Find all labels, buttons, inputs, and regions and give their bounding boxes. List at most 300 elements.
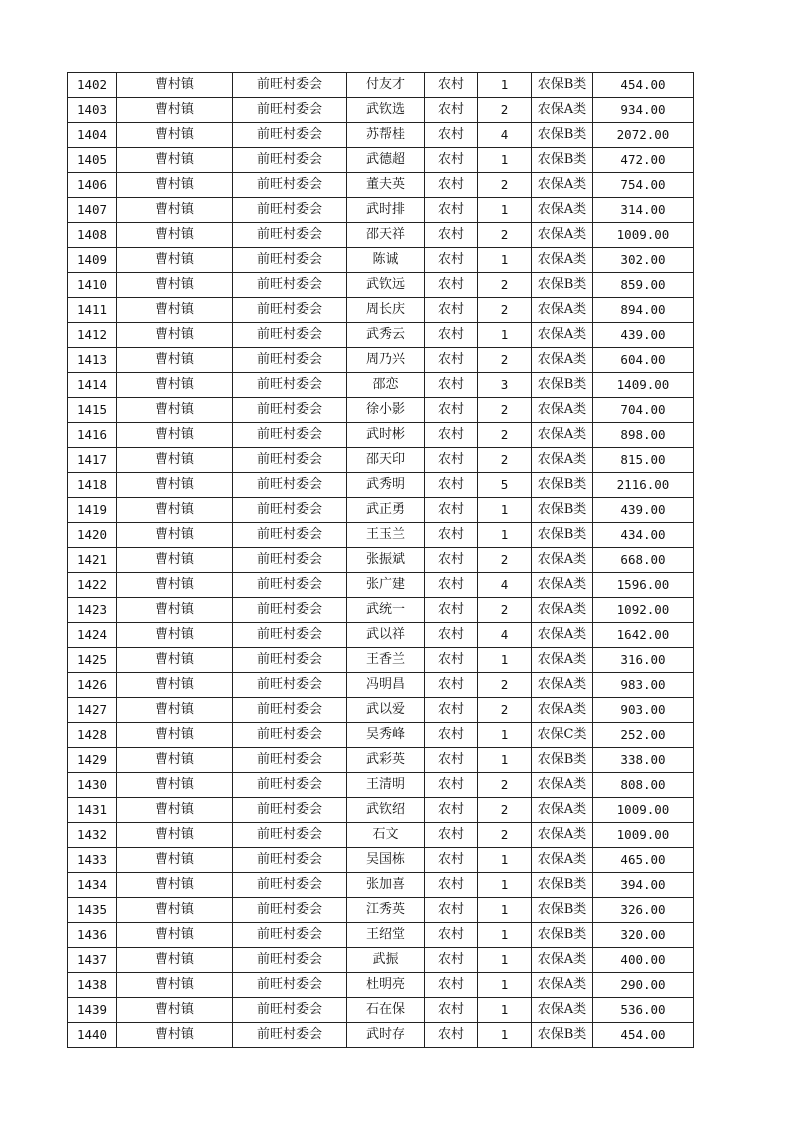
name-cell: 苏帮桂 <box>347 123 425 148</box>
name-cell: 武秀明 <box>347 473 425 498</box>
member-count-cell: 3 <box>478 373 532 398</box>
household-type-cell: 农村 <box>425 698 478 723</box>
name-cell: 王玉兰 <box>347 523 425 548</box>
village-committee-cell: 前旺村委会 <box>233 173 347 198</box>
table-row <box>68 223 694 248</box>
village-committee-cell: 前旺村委会 <box>233 973 347 998</box>
household-type-cell: 农村 <box>425 198 478 223</box>
member-count-cell: 1 <box>478 648 532 673</box>
table-row <box>68 323 694 348</box>
row-number-cell: 1408 <box>68 223 117 248</box>
member-count-cell: 2 <box>478 398 532 423</box>
category-cell: 农保A类 <box>532 423 593 448</box>
village-committee-cell: 前旺村委会 <box>233 673 347 698</box>
household-type-cell: 农村 <box>425 623 478 648</box>
category-cell: 农保B类 <box>532 523 593 548</box>
category-cell: 农保A类 <box>532 598 593 623</box>
village-committee-cell: 前旺村委会 <box>233 773 347 798</box>
amount-cell: 290.00 <box>593 973 694 998</box>
table-row <box>68 723 694 748</box>
amount-cell: 2072.00 <box>593 123 694 148</box>
household-type-cell: 农村 <box>425 273 478 298</box>
name-cell: 杜明亮 <box>347 973 425 998</box>
amount-cell: 983.00 <box>593 673 694 698</box>
town-cell: 曹村镇 <box>117 148 233 173</box>
town-cell: 曹村镇 <box>117 498 233 523</box>
name-cell: 王绍堂 <box>347 923 425 948</box>
row-number-cell: 1434 <box>68 873 117 898</box>
household-type-cell: 农村 <box>425 248 478 273</box>
amount-cell: 1009.00 <box>593 223 694 248</box>
amount-cell: 394.00 <box>593 873 694 898</box>
household-type-cell: 农村 <box>425 98 478 123</box>
amount-cell: 454.00 <box>593 73 694 98</box>
village-committee-cell: 前旺村委会 <box>233 748 347 773</box>
table-row <box>68 298 694 323</box>
village-committee-cell: 前旺村委会 <box>233 848 347 873</box>
category-cell: 农保A类 <box>532 323 593 348</box>
category-cell: 农保A类 <box>532 773 593 798</box>
name-cell: 武正勇 <box>347 498 425 523</box>
amount-cell: 859.00 <box>593 273 694 298</box>
village-committee-cell: 前旺村委会 <box>233 873 347 898</box>
village-committee-cell: 前旺村委会 <box>233 373 347 398</box>
town-cell: 曹村镇 <box>117 723 233 748</box>
category-cell: 农保A类 <box>532 448 593 473</box>
member-count-cell: 4 <box>478 623 532 648</box>
name-cell: 武钦绍 <box>347 798 425 823</box>
household-type-cell: 农村 <box>425 1023 478 1048</box>
row-number-cell: 1426 <box>68 673 117 698</box>
village-committee-cell: 前旺村委会 <box>233 423 347 448</box>
member-count-cell: 1 <box>478 198 532 223</box>
household-type-cell: 农村 <box>425 973 478 998</box>
amount-cell: 754.00 <box>593 173 694 198</box>
name-cell: 吴国栋 <box>347 848 425 873</box>
table-row <box>68 273 694 298</box>
village-committee-cell: 前旺村委会 <box>233 198 347 223</box>
amount-cell: 808.00 <box>593 773 694 798</box>
name-cell: 吴秀峰 <box>347 723 425 748</box>
member-count-cell: 1 <box>478 898 532 923</box>
table-row <box>68 348 694 373</box>
village-committee-cell: 前旺村委会 <box>233 823 347 848</box>
household-type-cell: 农村 <box>425 323 478 348</box>
town-cell: 曹村镇 <box>117 298 233 323</box>
town-cell: 曹村镇 <box>117 748 233 773</box>
member-count-cell: 4 <box>478 573 532 598</box>
row-number-cell: 1429 <box>68 748 117 773</box>
table-row <box>68 648 694 673</box>
row-number-cell: 1404 <box>68 123 117 148</box>
amount-cell: 704.00 <box>593 398 694 423</box>
town-cell: 曹村镇 <box>117 273 233 298</box>
row-number-cell: 1417 <box>68 448 117 473</box>
row-number-cell: 1414 <box>68 373 117 398</box>
table-row <box>68 873 694 898</box>
town-cell: 曹村镇 <box>117 423 233 448</box>
table-row <box>68 798 694 823</box>
amount-cell: 400.00 <box>593 948 694 973</box>
amount-cell: 1092.00 <box>593 598 694 623</box>
household-type-cell: 农村 <box>425 473 478 498</box>
amount-cell: 302.00 <box>593 248 694 273</box>
row-number-cell: 1425 <box>68 648 117 673</box>
table-row <box>68 248 694 273</box>
name-cell: 张广建 <box>347 573 425 598</box>
name-cell: 周乃兴 <box>347 348 425 373</box>
town-cell: 曹村镇 <box>117 623 233 648</box>
category-cell: 农保B类 <box>532 898 593 923</box>
town-cell: 曹村镇 <box>117 798 233 823</box>
member-count-cell: 2 <box>478 598 532 623</box>
row-number-cell: 1416 <box>68 423 117 448</box>
town-cell: 曹村镇 <box>117 923 233 948</box>
category-cell: 农保B类 <box>532 923 593 948</box>
name-cell: 邵恋 <box>347 373 425 398</box>
table-row <box>68 748 694 773</box>
row-number-cell: 1427 <box>68 698 117 723</box>
table-row <box>68 598 694 623</box>
name-cell: 付友才 <box>347 73 425 98</box>
household-type-cell: 农村 <box>425 648 478 673</box>
town-cell: 曹村镇 <box>117 523 233 548</box>
town-cell: 曹村镇 <box>117 898 233 923</box>
category-cell: 农保B类 <box>532 73 593 98</box>
household-type-cell: 农村 <box>425 423 478 448</box>
member-count-cell: 2 <box>478 773 532 798</box>
row-number-cell: 1440 <box>68 1023 117 1048</box>
amount-cell: 668.00 <box>593 548 694 573</box>
town-cell: 曹村镇 <box>117 948 233 973</box>
household-type-cell: 农村 <box>425 148 478 173</box>
row-number-cell: 1423 <box>68 598 117 623</box>
table-row <box>68 423 694 448</box>
table-row <box>68 1023 694 1048</box>
table-row <box>68 998 694 1023</box>
member-count-cell: 1 <box>478 973 532 998</box>
row-number-cell: 1406 <box>68 173 117 198</box>
row-number-cell: 1430 <box>68 773 117 798</box>
table-row <box>68 848 694 873</box>
town-cell: 曹村镇 <box>117 373 233 398</box>
village-committee-cell: 前旺村委会 <box>233 573 347 598</box>
household-type-cell: 农村 <box>425 723 478 748</box>
amount-cell: 252.00 <box>593 723 694 748</box>
name-cell: 冯明昌 <box>347 673 425 698</box>
row-number-cell: 1402 <box>68 73 117 98</box>
household-type-cell: 农村 <box>425 523 478 548</box>
category-cell: 农保A类 <box>532 823 593 848</box>
member-count-cell: 2 <box>478 273 532 298</box>
household-type-cell: 农村 <box>425 173 478 198</box>
name-cell: 张振斌 <box>347 548 425 573</box>
row-number-cell: 1405 <box>68 148 117 173</box>
town-cell: 曹村镇 <box>117 473 233 498</box>
household-type-cell: 农村 <box>425 598 478 623</box>
table-row <box>68 398 694 423</box>
town-cell: 曹村镇 <box>117 123 233 148</box>
member-count-cell: 4 <box>478 123 532 148</box>
amount-cell: 439.00 <box>593 498 694 523</box>
village-committee-cell: 前旺村委会 <box>233 73 347 98</box>
household-type-cell: 农村 <box>425 673 478 698</box>
member-count-cell: 2 <box>478 348 532 373</box>
category-cell: 农保A类 <box>532 98 593 123</box>
village-committee-cell: 前旺村委会 <box>233 923 347 948</box>
name-cell: 陈诚 <box>347 248 425 273</box>
household-type-cell: 农村 <box>425 573 478 598</box>
town-cell: 曹村镇 <box>117 98 233 123</box>
name-cell: 石文 <box>347 823 425 848</box>
member-count-cell: 2 <box>478 448 532 473</box>
name-cell: 武钦选 <box>347 98 425 123</box>
row-number-cell: 1432 <box>68 823 117 848</box>
table-body <box>68 73 694 1048</box>
category-cell: 农保A类 <box>532 998 593 1023</box>
village-committee-cell: 前旺村委会 <box>233 123 347 148</box>
amount-cell: 472.00 <box>593 148 694 173</box>
name-cell: 江秀英 <box>347 898 425 923</box>
amount-cell: 1596.00 <box>593 573 694 598</box>
household-type-cell: 农村 <box>425 773 478 798</box>
amount-cell: 314.00 <box>593 198 694 223</box>
category-cell: 农保B类 <box>532 1023 593 1048</box>
village-committee-cell: 前旺村委会 <box>233 648 347 673</box>
row-number-cell: 1424 <box>68 623 117 648</box>
village-committee-cell: 前旺村委会 <box>233 723 347 748</box>
household-type-cell: 农村 <box>425 223 478 248</box>
category-cell: 农保A类 <box>532 548 593 573</box>
name-cell: 武时排 <box>347 198 425 223</box>
member-count-cell: 1 <box>478 523 532 548</box>
category-cell: 农保B类 <box>532 123 593 148</box>
village-committee-cell: 前旺村委会 <box>233 998 347 1023</box>
member-count-cell: 1 <box>478 848 532 873</box>
category-cell: 农保A类 <box>532 198 593 223</box>
town-cell: 曹村镇 <box>117 698 233 723</box>
amount-cell: 338.00 <box>593 748 694 773</box>
town-cell: 曹村镇 <box>117 973 233 998</box>
category-cell: 农保B类 <box>532 748 593 773</box>
member-count-cell: 1 <box>478 248 532 273</box>
amount-cell: 934.00 <box>593 98 694 123</box>
village-committee-cell: 前旺村委会 <box>233 98 347 123</box>
member-count-cell: 2 <box>478 798 532 823</box>
table-row <box>68 473 694 498</box>
member-count-cell: 1 <box>478 1023 532 1048</box>
village-committee-cell: 前旺村委会 <box>233 223 347 248</box>
village-committee-cell: 前旺村委会 <box>233 548 347 573</box>
row-number-cell: 1428 <box>68 723 117 748</box>
row-number-cell: 1409 <box>68 248 117 273</box>
town-cell: 曹村镇 <box>117 223 233 248</box>
row-number-cell: 1419 <box>68 498 117 523</box>
name-cell: 董夫英 <box>347 173 425 198</box>
household-type-cell: 农村 <box>425 823 478 848</box>
amount-cell: 1642.00 <box>593 623 694 648</box>
household-type-cell: 农村 <box>425 548 478 573</box>
table-row <box>68 548 694 573</box>
household-type-cell: 农村 <box>425 923 478 948</box>
town-cell: 曹村镇 <box>117 673 233 698</box>
category-cell: 农保A类 <box>532 798 593 823</box>
household-type-cell: 农村 <box>425 298 478 323</box>
member-count-cell: 1 <box>478 998 532 1023</box>
category-cell: 农保B类 <box>532 148 593 173</box>
village-committee-cell: 前旺村委会 <box>233 273 347 298</box>
village-committee-cell: 前旺村委会 <box>233 398 347 423</box>
table-row <box>68 373 694 398</box>
member-count-cell: 2 <box>478 298 532 323</box>
village-committee-cell: 前旺村委会 <box>233 298 347 323</box>
village-committee-cell: 前旺村委会 <box>233 148 347 173</box>
town-cell: 曹村镇 <box>117 998 233 1023</box>
town-cell: 曹村镇 <box>117 598 233 623</box>
allowance-table <box>67 72 694 1048</box>
member-count-cell: 1 <box>478 723 532 748</box>
row-number-cell: 1422 <box>68 573 117 598</box>
table-row <box>68 148 694 173</box>
category-cell: 农保A类 <box>532 173 593 198</box>
name-cell: 武时存 <box>347 1023 425 1048</box>
row-number-cell: 1436 <box>68 923 117 948</box>
row-number-cell: 1411 <box>68 298 117 323</box>
household-type-cell: 农村 <box>425 948 478 973</box>
name-cell: 武德超 <box>347 148 425 173</box>
amount-cell: 536.00 <box>593 998 694 1023</box>
category-cell: 农保B类 <box>532 498 593 523</box>
table-row <box>68 173 694 198</box>
category-cell: 农保A类 <box>532 848 593 873</box>
household-type-cell: 农村 <box>425 848 478 873</box>
table-row <box>68 623 694 648</box>
amount-cell: 320.00 <box>593 923 694 948</box>
amount-cell: 326.00 <box>593 898 694 923</box>
amount-cell: 898.00 <box>593 423 694 448</box>
amount-cell: 434.00 <box>593 523 694 548</box>
table-row <box>68 448 694 473</box>
table-row <box>68 498 694 523</box>
category-cell: 农保A类 <box>532 398 593 423</box>
village-committee-cell: 前旺村委会 <box>233 948 347 973</box>
row-number-cell: 1413 <box>68 348 117 373</box>
name-cell: 邵天印 <box>347 448 425 473</box>
category-cell: 农保A类 <box>532 348 593 373</box>
row-number-cell: 1420 <box>68 523 117 548</box>
category-cell: 农保A类 <box>532 973 593 998</box>
household-type-cell: 农村 <box>425 748 478 773</box>
table-row <box>68 898 694 923</box>
category-cell: 农保B类 <box>532 373 593 398</box>
amount-cell: 1009.00 <box>593 823 694 848</box>
table-row <box>68 973 694 998</box>
town-cell: 曹村镇 <box>117 398 233 423</box>
household-type-cell: 农村 <box>425 373 478 398</box>
household-type-cell: 农村 <box>425 873 478 898</box>
amount-cell: 1009.00 <box>593 798 694 823</box>
town-cell: 曹村镇 <box>117 173 233 198</box>
member-count-cell: 2 <box>478 823 532 848</box>
amount-cell: 316.00 <box>593 648 694 673</box>
amount-cell: 465.00 <box>593 848 694 873</box>
town-cell: 曹村镇 <box>117 873 233 898</box>
name-cell: 王香兰 <box>347 648 425 673</box>
member-count-cell: 2 <box>478 98 532 123</box>
row-number-cell: 1403 <box>68 98 117 123</box>
name-cell: 武以祥 <box>347 623 425 648</box>
village-committee-cell: 前旺村委会 <box>233 473 347 498</box>
member-count-cell: 1 <box>478 73 532 98</box>
town-cell: 曹村镇 <box>117 198 233 223</box>
row-number-cell: 1435 <box>68 898 117 923</box>
name-cell: 武以爱 <box>347 698 425 723</box>
village-committee-cell: 前旺村委会 <box>233 498 347 523</box>
member-count-cell: 2 <box>478 698 532 723</box>
village-committee-cell: 前旺村委会 <box>233 623 347 648</box>
category-cell: 农保C类 <box>532 723 593 748</box>
name-cell: 徐小影 <box>347 398 425 423</box>
household-type-cell: 农村 <box>425 123 478 148</box>
household-type-cell: 农村 <box>425 798 478 823</box>
town-cell: 曹村镇 <box>117 823 233 848</box>
town-cell: 曹村镇 <box>117 648 233 673</box>
town-cell: 曹村镇 <box>117 548 233 573</box>
village-committee-cell: 前旺村委会 <box>233 598 347 623</box>
member-count-cell: 2 <box>478 548 532 573</box>
amount-cell: 903.00 <box>593 698 694 723</box>
row-number-cell: 1439 <box>68 998 117 1023</box>
village-committee-cell: 前旺村委会 <box>233 1023 347 1048</box>
village-committee-cell: 前旺村委会 <box>233 323 347 348</box>
name-cell: 武钦远 <box>347 273 425 298</box>
amount-cell: 454.00 <box>593 1023 694 1048</box>
row-number-cell: 1421 <box>68 548 117 573</box>
category-cell: 农保B类 <box>532 473 593 498</box>
village-committee-cell: 前旺村委会 <box>233 523 347 548</box>
village-committee-cell: 前旺村委会 <box>233 348 347 373</box>
name-cell: 石在保 <box>347 998 425 1023</box>
name-cell: 武时彬 <box>347 423 425 448</box>
category-cell: 农保A类 <box>532 648 593 673</box>
row-number-cell: 1433 <box>68 848 117 873</box>
member-count-cell: 2 <box>478 423 532 448</box>
member-count-cell: 2 <box>478 223 532 248</box>
member-count-cell: 1 <box>478 148 532 173</box>
name-cell: 张加喜 <box>347 873 425 898</box>
household-type-cell: 农村 <box>425 448 478 473</box>
category-cell: 农保A类 <box>532 223 593 248</box>
town-cell: 曹村镇 <box>117 323 233 348</box>
category-cell: 农保A类 <box>532 673 593 698</box>
member-count-cell: 1 <box>478 923 532 948</box>
table-row <box>68 773 694 798</box>
table-row <box>68 673 694 698</box>
category-cell: 农保B类 <box>532 273 593 298</box>
table-row <box>68 523 694 548</box>
category-cell: 农保A类 <box>532 573 593 598</box>
member-count-cell: 2 <box>478 173 532 198</box>
village-committee-cell: 前旺村委会 <box>233 798 347 823</box>
row-number-cell: 1438 <box>68 973 117 998</box>
town-cell: 曹村镇 <box>117 448 233 473</box>
row-number-cell: 1418 <box>68 473 117 498</box>
amount-cell: 2116.00 <box>593 473 694 498</box>
table-row <box>68 698 694 723</box>
row-number-cell: 1410 <box>68 273 117 298</box>
table-row <box>68 73 694 98</box>
town-cell: 曹村镇 <box>117 573 233 598</box>
